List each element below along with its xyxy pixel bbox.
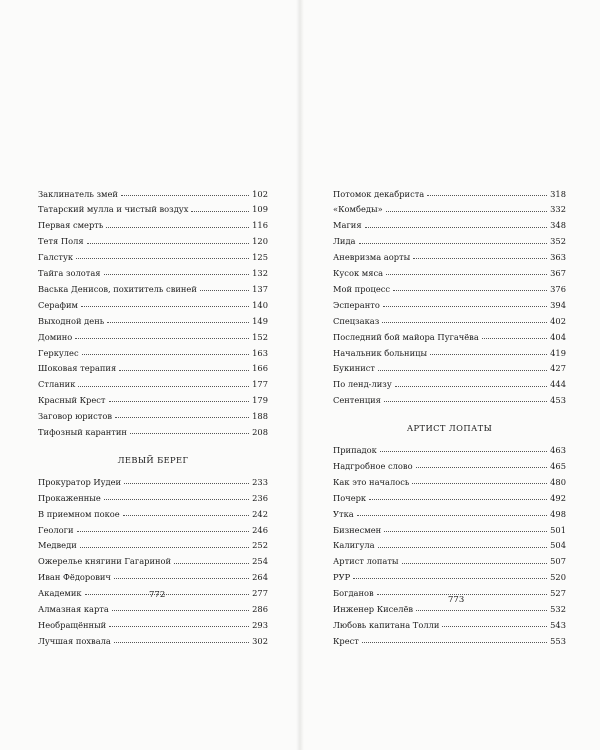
toc-entry-page-number: 507 xyxy=(550,556,566,567)
dot-leader xyxy=(191,211,249,212)
toc-entry-page-number: 125 xyxy=(252,252,268,263)
dot-leader xyxy=(109,401,250,402)
toc-entry-page-number: 501 xyxy=(550,524,566,535)
toc-entry xyxy=(38,486,268,502)
toc-entry-page-number: 348 xyxy=(550,220,566,231)
toc-entry-page-number: 120 xyxy=(252,236,268,247)
dot-leader xyxy=(416,610,547,611)
toc-entry-title: Богданов xyxy=(333,588,374,599)
section-heading-shovel-artist: АРТИСТ ЛОПАТЫ xyxy=(406,423,493,434)
toc-entry-page-number: 318 xyxy=(550,188,566,199)
toc-entry xyxy=(333,550,566,566)
toc-entry-page-number: 427 xyxy=(550,363,566,374)
toc-entry-page-number: 264 xyxy=(252,572,268,583)
toc-entry-title: Татарский мулла и чистый воздух xyxy=(38,204,189,215)
toc-entry xyxy=(38,373,268,389)
toc-entry xyxy=(38,309,268,325)
toc-entry-title: Аневризма аорты xyxy=(333,252,411,263)
toc-entry xyxy=(333,486,566,502)
toc-entry xyxy=(38,230,268,246)
toc-entry-page-number: 532 xyxy=(550,603,566,614)
toc-entry xyxy=(38,341,268,357)
dot-leader xyxy=(85,594,250,595)
toc-entry-title: Выходной день xyxy=(38,315,105,326)
toc-entry xyxy=(333,325,566,341)
toc-entry xyxy=(333,277,566,293)
right-toc-section-list xyxy=(333,438,566,645)
dot-leader xyxy=(482,338,547,339)
toc-entry xyxy=(38,404,268,420)
toc-entry-page-number: 453 xyxy=(550,395,566,406)
dot-leader xyxy=(359,243,548,244)
dot-leader xyxy=(124,483,249,484)
toc-entry-page-number: 527 xyxy=(550,588,566,599)
toc-entry-page-number: 233 xyxy=(252,476,268,487)
dot-leader xyxy=(112,610,249,611)
toc-entry xyxy=(38,470,268,486)
toc-entry-title: Припадок xyxy=(333,445,377,456)
dot-leader xyxy=(402,563,548,564)
toc-entry-title: Геркулес xyxy=(38,347,79,358)
dot-leader xyxy=(430,354,547,355)
toc-entry-page-number: 208 xyxy=(252,426,268,437)
dot-leader xyxy=(442,626,547,627)
left-toc-top-list xyxy=(38,182,268,436)
dot-leader xyxy=(382,322,547,323)
toc-entry-title: Красный Крест xyxy=(38,395,106,406)
dot-leader xyxy=(104,274,250,275)
right-toc xyxy=(333,182,566,645)
toc-entry-title: Прокаженные xyxy=(38,492,101,503)
toc-entry xyxy=(38,214,268,230)
dot-leader xyxy=(416,467,548,468)
toc-entry-page-number: 132 xyxy=(252,268,268,279)
dot-leader xyxy=(75,338,249,339)
toc-entry-title: Как это началось xyxy=(333,476,410,487)
toc-entry xyxy=(333,518,566,534)
toc-entry-page-number: 236 xyxy=(252,492,268,503)
toc-entry-title: «Комбеды» xyxy=(333,204,383,215)
toc-entry-page-number: 137 xyxy=(252,283,268,294)
dot-leader xyxy=(412,483,547,484)
dot-leader xyxy=(384,401,547,402)
toc-entry xyxy=(38,246,268,262)
toc-entry-page-number: 444 xyxy=(550,379,566,390)
toc-entry-title: Лучшая похвала xyxy=(38,635,111,646)
dot-leader xyxy=(130,433,249,434)
toc-entry xyxy=(333,373,566,389)
dot-leader xyxy=(413,258,547,259)
toc-entry xyxy=(38,518,268,534)
toc-entry xyxy=(333,438,566,454)
toc-entry-page-number: 394 xyxy=(550,299,566,310)
toc-entry-title: Лида xyxy=(333,236,356,247)
toc-entry-page-number: 332 xyxy=(550,204,566,215)
toc-entry xyxy=(333,341,566,357)
toc-entry xyxy=(38,534,268,550)
toc-entry xyxy=(38,566,268,582)
dot-leader xyxy=(174,563,249,564)
toc-entry-page-number: 419 xyxy=(550,347,566,358)
toc-entry-page-number: 179 xyxy=(252,395,268,406)
toc-entry-page-number: 404 xyxy=(550,331,566,342)
toc-entry xyxy=(333,198,566,214)
toc-entry xyxy=(333,502,566,518)
toc-entry-title: Магия xyxy=(333,220,362,231)
toc-entry-page-number: 553 xyxy=(550,635,566,646)
dot-leader xyxy=(353,578,547,579)
dot-leader xyxy=(393,290,547,291)
toc-entry xyxy=(333,470,566,486)
toc-entry xyxy=(38,293,268,309)
toc-entry xyxy=(333,613,566,629)
toc-entry-page-number: 352 xyxy=(550,236,566,247)
toc-entry xyxy=(333,182,566,198)
toc-entry xyxy=(38,182,268,198)
toc-entry-title: Заговор юристов xyxy=(38,411,113,422)
dot-leader xyxy=(378,370,547,371)
toc-entry-title: Тайга золотая xyxy=(38,268,101,279)
toc-entry-title: Мой процесс xyxy=(333,283,391,294)
toc-entry xyxy=(38,550,268,566)
dot-leader xyxy=(121,195,249,196)
toc-entry-title: Бизнесмен xyxy=(333,524,382,535)
spacer xyxy=(333,404,566,414)
toc-entry-title: Первая смерть xyxy=(38,220,104,231)
toc-entry-page-number: 463 xyxy=(550,445,566,456)
page-number-right: 773 xyxy=(448,595,465,605)
toc-entry-page-number: 286 xyxy=(252,603,268,614)
toc-entry-page-number: 246 xyxy=(252,524,268,535)
toc-entry-title: Последний бой майора Пугачёва xyxy=(333,331,479,342)
toc-entry xyxy=(333,534,566,550)
dot-leader xyxy=(77,531,250,532)
right-page xyxy=(300,0,600,750)
toc-entry-page-number: 102 xyxy=(252,188,268,199)
toc-entry-page-number: 293 xyxy=(252,619,268,630)
toc-entry-title: Геологи xyxy=(38,524,74,535)
toc-entry-title: Инженер Киселёв xyxy=(333,603,414,614)
toc-entry-page-number: 140 xyxy=(252,299,268,310)
toc-entry xyxy=(38,389,268,405)
toc-entry-title: Алмазная карта xyxy=(38,603,109,614)
toc-entry xyxy=(38,261,268,277)
dot-leader xyxy=(386,274,547,275)
toc-entry-title: Стланик xyxy=(38,379,76,390)
toc-entry-title: Надгробное слово xyxy=(333,460,413,471)
toc-entry-page-number: 465 xyxy=(550,460,566,471)
toc-entry-title: Академик xyxy=(38,588,82,599)
toc-entry-title: Медведи xyxy=(38,540,77,551)
toc-entry xyxy=(333,309,566,325)
dot-leader xyxy=(200,290,249,291)
toc-entry-title: Потомок декабриста xyxy=(333,188,425,199)
toc-entry-title: Почерк xyxy=(333,492,367,503)
toc-entry-page-number: 504 xyxy=(550,540,566,551)
toc-entry-title: Васька Денисов, похититель свиней xyxy=(38,283,197,294)
toc-entry-title: Кусок мяса xyxy=(333,268,384,279)
toc-entry-title: Иван Фёдорович xyxy=(38,572,111,583)
dot-leader xyxy=(109,626,249,627)
toc-entry-page-number: 492 xyxy=(550,492,566,503)
dot-leader xyxy=(87,243,250,244)
dot-leader xyxy=(81,306,249,307)
dot-leader xyxy=(383,306,547,307)
toc-entry-title: Начальник больницы xyxy=(333,347,428,358)
toc-entry-page-number: 277 xyxy=(252,588,268,599)
toc-entry-title: Заклинатель змей xyxy=(38,188,118,199)
toc-entry-title: Тетя Поля xyxy=(38,236,84,247)
toc-entry xyxy=(333,357,566,373)
toc-entry xyxy=(38,613,268,629)
toc-entry-title: Необращённый xyxy=(38,619,107,630)
toc-entry-title: Шоковая терапия xyxy=(38,363,117,374)
toc-entry xyxy=(333,454,566,470)
toc-entry-page-number: 163 xyxy=(252,347,268,358)
toc-entry-page-number: 376 xyxy=(550,283,566,294)
toc-entry-page-number: 149 xyxy=(252,315,268,326)
toc-entry-page-number: 242 xyxy=(252,508,268,519)
toc-entry xyxy=(333,230,566,246)
toc-entry-title: Домино xyxy=(38,331,73,342)
toc-entry-page-number: 116 xyxy=(252,220,268,231)
dot-leader xyxy=(365,227,548,228)
toc-entry-page-number: 520 xyxy=(550,572,566,583)
toc-entry xyxy=(333,629,566,645)
dot-leader xyxy=(115,417,249,418)
toc-entry-title: По ленд-лизу xyxy=(333,379,392,390)
toc-entry xyxy=(38,420,268,436)
dot-leader xyxy=(384,531,547,532)
toc-entry xyxy=(38,277,268,293)
left-toc-section-list xyxy=(38,470,268,645)
toc-entry-page-number: 402 xyxy=(550,315,566,326)
left-toc xyxy=(38,182,268,645)
toc-entry-page-number: 254 xyxy=(252,556,268,567)
toc-entry-page-number: 166 xyxy=(252,363,268,374)
toc-entry-page-number: 543 xyxy=(550,619,566,630)
right-toc-top-list xyxy=(333,182,566,404)
toc-entry-title: Эсперанто xyxy=(333,299,380,310)
book-gutter xyxy=(296,0,304,750)
toc-entry xyxy=(333,389,566,405)
toc-entry xyxy=(38,502,268,518)
toc-entry-title: Артист лопаты xyxy=(333,556,399,567)
dot-leader xyxy=(78,386,249,387)
toc-entry-page-number: 363 xyxy=(550,252,566,263)
toc-entry xyxy=(38,198,268,214)
toc-entry-page-number: 177 xyxy=(252,379,268,390)
toc-entry xyxy=(38,629,268,645)
dot-leader xyxy=(357,515,547,516)
toc-entry-title: Крест xyxy=(333,635,359,646)
toc-entry xyxy=(333,293,566,309)
dot-leader xyxy=(104,499,249,500)
toc-entry-page-number: 188 xyxy=(252,411,268,422)
section-heading-left-bank: ЛЕВЫЙ БЕРЕГ xyxy=(117,454,189,465)
toc-entry xyxy=(333,261,566,277)
toc-entry xyxy=(333,246,566,262)
toc-entry-page-number: 480 xyxy=(550,476,566,487)
dot-leader xyxy=(380,451,547,452)
toc-entry-title: Ожерелье княгини Гагариной xyxy=(38,556,172,567)
toc-entry-title: Букинист xyxy=(333,363,375,374)
dot-leader xyxy=(107,322,249,323)
toc-entry xyxy=(333,566,566,582)
page-number-left: 772 xyxy=(149,590,166,600)
toc-entry-title: В приемном покое xyxy=(38,508,120,519)
dot-leader xyxy=(106,227,249,228)
toc-entry-title: РУР xyxy=(333,572,351,583)
toc-entry xyxy=(38,357,268,373)
dot-leader xyxy=(427,195,547,196)
dot-leader xyxy=(123,515,249,516)
toc-entry-page-number: 109 xyxy=(252,204,268,215)
toc-entry-page-number: 498 xyxy=(550,508,566,519)
toc-entry xyxy=(38,325,268,341)
toc-entry-title: Тифозный карантин xyxy=(38,426,127,437)
dot-leader xyxy=(82,354,250,355)
toc-entry-title: Сентенция xyxy=(333,395,381,406)
toc-entry-title: Утка xyxy=(333,508,354,519)
toc-entry-title: Прокуратор Иудеи xyxy=(38,476,122,487)
toc-entry-title: Любовь капитана Толли xyxy=(333,619,440,630)
dot-leader xyxy=(119,370,249,371)
dot-leader xyxy=(76,258,249,259)
dot-leader xyxy=(378,547,548,548)
toc-entry-page-number: 152 xyxy=(252,331,268,342)
dot-leader xyxy=(386,211,548,212)
dot-leader xyxy=(114,578,249,579)
toc-entry xyxy=(333,214,566,230)
dot-leader xyxy=(362,642,547,643)
dot-leader xyxy=(395,386,547,387)
toc-entry-title: Серафим xyxy=(38,299,78,310)
toc-entry-page-number: 252 xyxy=(252,540,268,551)
dot-leader xyxy=(369,499,547,500)
toc-entry-title: Спецзаказ xyxy=(333,315,380,326)
dot-leader xyxy=(80,547,249,548)
toc-entry-page-number: 302 xyxy=(252,635,268,646)
toc-entry-title: Калигула xyxy=(333,540,375,551)
toc-entry-page-number: 367 xyxy=(550,268,566,279)
toc-entry-title: Галстук xyxy=(38,252,74,263)
dot-leader xyxy=(114,642,249,643)
spacer xyxy=(38,436,268,446)
